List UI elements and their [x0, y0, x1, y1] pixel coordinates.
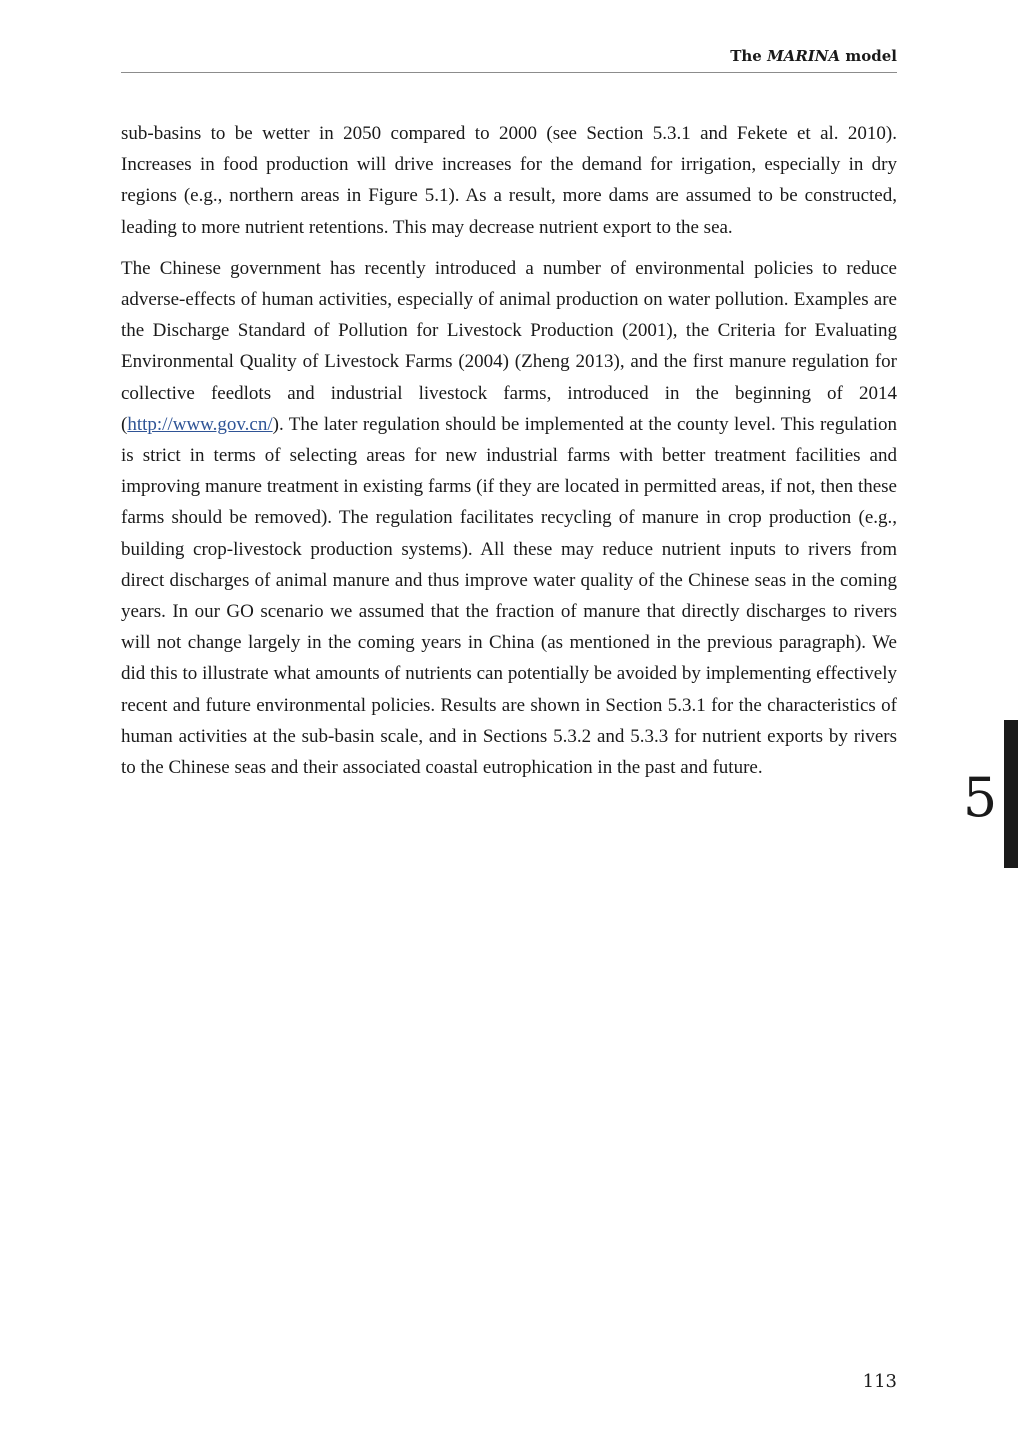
body-text: [121, 118, 897, 793]
paragraph-2-text-start: The Chinese government has recently introduced a number of environmental policies to reduce adverse-effects of human activities, especially of animal production on water pollution. Examples are the Discharge Standard of Pollution for Livestock Production (2001), the Criteria for Evaluating Environmental Quality of Livestock Farms (2004) (Zheng 2013), and the first manure regulation for collective feedlots and industrial livestock farms, introduced in the beginning of 2014 (: [121, 257, 897, 435]
running-header-model-name: MARINA: [767, 47, 841, 65]
running-header-prefix: The: [730, 47, 768, 65]
paragraph-2: [121, 253, 897, 783]
chapter-number: 5: [962, 766, 998, 829]
paragraph-1: sub-basins to be wetter in 2050 compared to 2000 (see Section 5.3.1 and Fekete et al. 2010). Increases in food production will drive increases for the demand for irrigation, especially in dry regions (e.g., northern areas in Figure 5.1). As a result, more dams are assumed to be constructed, leading to more nutrient retentions. This may decrease nutrient export to the sea.: [121, 123, 897, 238]
running-header-suffix: model: [840, 47, 897, 65]
paragraph-2-text-end: ). The later regulation should be implemented at the county level. This regulation is strict in terms of selecting areas for new industrial farms with better treatment facilities and improving manure treatment in existing farms (if they are located in permitted areas, if not, then these farms should be removed). The regulation facilitates recycling of manure in crop production (e.g., building crop-livestock production systems). All these may reduce nutrient inputs to rivers from direct discharges of animal manure and thus improve water quality of the Chinese seas in the coming years. In our GO scenario we assumed that the fraction of manure that directly discharges to rivers will not change largely in the coming years in China (as mentioned in the previous paragraph). We did this to illustrate what amounts of nutrients can potentially be avoided by implementing effectively recent and future environmental policies. Results are shown in Section 5.3.1 for the characteristics of human activities at the sub-basin scale, and in Sections 5.3.2 and 5.3.3 for nutrient exports by rivers to the Chinese seas and their associated coastal eutrophication in the past and future.: [121, 413, 897, 779]
header-divider: [121, 72, 897, 73]
gov-cn-link[interactable]: http://www.gov.cn/: [127, 413, 273, 435]
chapter-tab-bar: [1004, 720, 1018, 868]
running-header: [121, 46, 897, 66]
page-number: 113: [862, 1371, 897, 1392]
